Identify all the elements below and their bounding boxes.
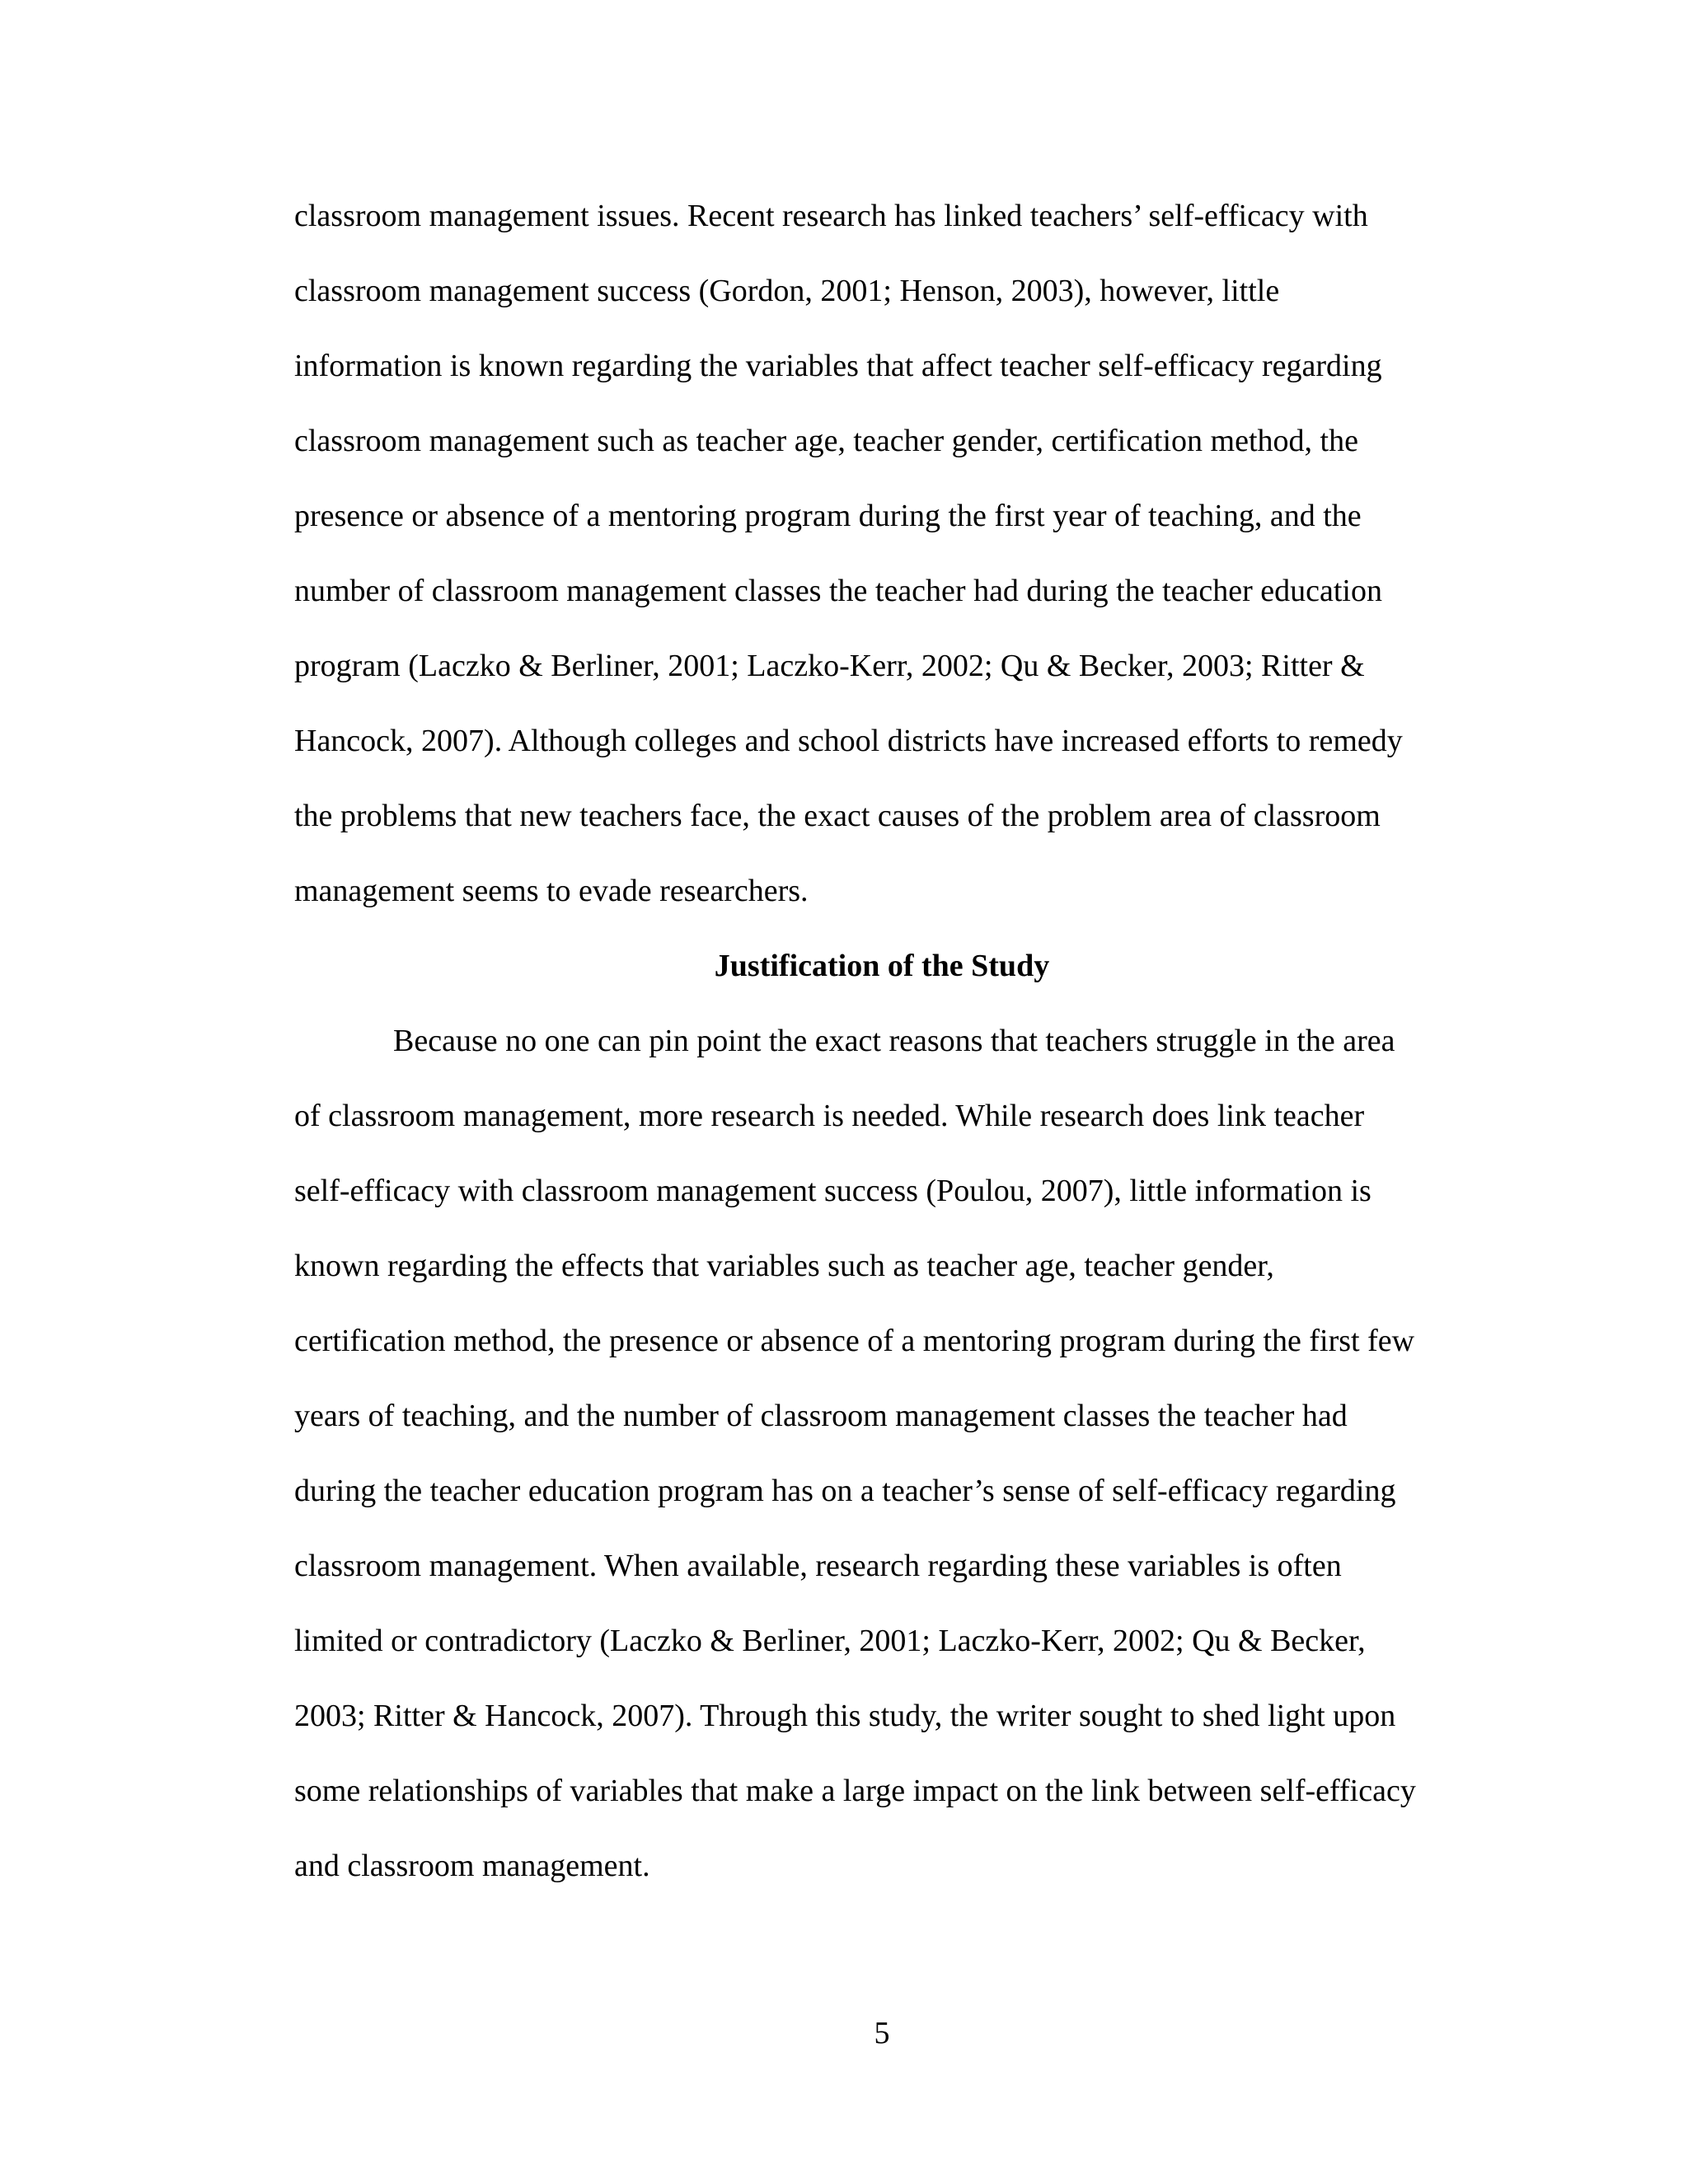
paragraph-line: self-efficacy with classroom management success (Poulou, 2007), little information is xyxy=(294,1174,1372,1208)
paragraph-line: years of teaching, and the number of classroom management classes the teacher had xyxy=(294,1399,1348,1433)
paragraph-line: management seems to evade researchers. xyxy=(294,874,809,908)
paragraph-line: limited or contradictory (Laczko & Berliner, 2001; Laczko-Kerr, 2002; Qu & Becker, xyxy=(294,1624,1366,1658)
paragraph-line: classroom management such as teacher age, teacher gender, certification method, the xyxy=(294,424,1358,458)
paragraph-line: Because no one can pin point the exact reasons that teachers struggle in the area xyxy=(393,1024,1395,1058)
paragraph-line: classroom management issues. Recent research has linked teachers’ self-efficacy with xyxy=(294,199,1368,233)
paragraph-line: known regarding the effects that variables such as teacher age, teacher gender, xyxy=(294,1249,1274,1283)
paragraph-line: Hancock, 2007). Although colleges and school districts have increased efforts to remedy xyxy=(294,724,1403,758)
paragraph-line: of classroom management, more research is needed. While research does link teacher xyxy=(294,1099,1365,1133)
paragraph-line: information is known regarding the variables that affect teacher self-efficacy regarding xyxy=(294,349,1382,383)
paragraph-line: some relationships of variables that make a large impact on the link between self-efficacy xyxy=(294,1774,1416,1808)
paragraph-line: number of classroom management classes the teacher had during the teacher education xyxy=(294,574,1382,608)
section-heading: Justification of the Study xyxy=(714,949,1050,983)
paragraph-line: certification method, the presence or absence of a mentoring program during the first few xyxy=(294,1324,1415,1358)
page-number: 5 xyxy=(874,2016,890,2050)
paragraph-line: classroom management. When available, research regarding these variables is often xyxy=(294,1549,1342,1583)
paragraph-line: presence or absence of a mentoring program during the first year of teaching, and the xyxy=(294,499,1362,533)
paragraph-line: the problems that new teachers face, the exact causes of the problem area of classroom xyxy=(294,799,1381,833)
paragraph-line: classroom management success (Gordon, 2001; Henson, 2003), however, little xyxy=(294,274,1280,308)
paragraph-line: program (Laczko & Berliner, 2001; Laczko-Kerr, 2002; Qu & Becker, 2003; Ritter & xyxy=(294,649,1365,683)
paragraph-line: during the teacher education program has on a teacher’s sense of self-efficacy regarding xyxy=(294,1474,1396,1508)
paragraph-line: and classroom management. xyxy=(294,1849,650,1883)
paragraph-line: 2003; Ritter & Hancock, 2007). Through this study, the writer sought to shed light upon xyxy=(294,1699,1396,1733)
